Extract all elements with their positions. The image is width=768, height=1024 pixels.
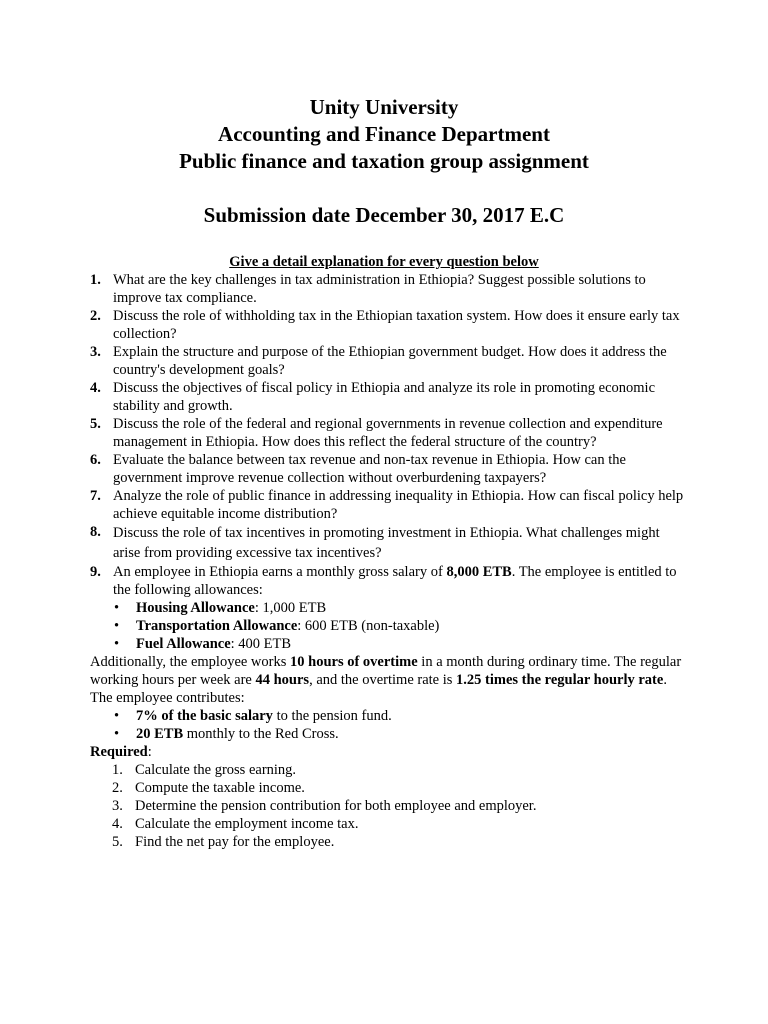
question-text: Explain the structure and purpose of the Ethiopian government budget. How does it address the country's development goals?: [113, 344, 667, 378]
question-text: Discuss the role of withholding tax in the Ethiopian taxation system. How does it ensure early tax collection?: [113, 308, 680, 342]
contribution-amount: 7% of the basic salary: [136, 708, 273, 724]
allowance-item: [114, 635, 690, 653]
question-number: 3.: [90, 344, 101, 360]
overtime-text: in a month during ordinary time. The regular working hours per week are: [90, 654, 682, 688]
overtime-rate: 1.25 times the regular hourly rate: [456, 672, 664, 688]
contribution-text: to the pension fund.: [272, 708, 392, 724]
overtime-paragraph: [90, 653, 690, 689]
allowance-item: [114, 617, 690, 635]
required-list: [90, 761, 690, 851]
question-item: [90, 343, 690, 379]
header-spacer: [0, 175, 768, 202]
contribution-intro: The employee contributes:: [90, 690, 245, 706]
bullet-icon: •: [114, 618, 120, 634]
overtime-text: Additionally, the employee works: [90, 654, 291, 670]
contribution-amount: 20 ETB: [136, 726, 184, 742]
required-text: Determine the pension contribution for both employee and employer.: [135, 798, 537, 814]
submission-date: Submission date December 30, 2017 E.C: [203, 203, 565, 227]
university-name: Unity University: [309, 95, 459, 119]
question-number: 2.: [90, 308, 101, 324]
overtime-text: , and the overtime rate is: [309, 672, 457, 688]
department-name: Accounting and Finance Department: [218, 122, 550, 146]
required-text: Find the net pay for the employee.: [135, 834, 335, 850]
required-number: 3.: [112, 798, 123, 814]
overtime-text: .: [663, 672, 667, 688]
bullet-icon: •: [114, 600, 120, 616]
question-text: Discuss the role of the federal and regional governments in revenue collection and expenditure management in Ethiopia. How does this reflect the federal structure of the country?: [113, 416, 663, 450]
q9-text: An employee in Ethiopia earns a monthly gross salary of: [113, 564, 447, 580]
assignment-title: Public finance and taxation group assignment: [179, 149, 589, 173]
question-text: Analyze the role of public finance in addressing inequality in Ethiopia. How can fiscal policy help achieve equitable income distribution?: [113, 488, 684, 522]
required-colon: :: [147, 744, 152, 760]
required-item: [112, 761, 690, 779]
q9-intro: [113, 564, 677, 598]
gross-salary: 8,000 ETB: [446, 564, 512, 580]
question-item-9: [90, 563, 690, 599]
required-label: Required: [90, 744, 148, 760]
question-item: [90, 307, 690, 343]
required-number: 4.: [112, 816, 123, 832]
bullet-icon: •: [114, 708, 120, 724]
overtime-hours: 10 hours of overtime: [290, 654, 418, 670]
required-number: 1.: [112, 762, 123, 778]
required-item: [112, 797, 690, 815]
contribution-list: [90, 707, 690, 743]
allowance-value: : 400 ETB: [230, 636, 292, 652]
question-item: [90, 451, 690, 487]
allowance-label: Fuel Allowance: [136, 636, 231, 652]
required-text: Compute the taxable income.: [135, 780, 305, 796]
contribution-item: [114, 725, 690, 743]
question-number: 4.: [90, 380, 101, 396]
required-number: 2.: [112, 780, 123, 796]
allowance-list: [90, 599, 690, 653]
question-number: 9.: [90, 564, 101, 580]
allowance-label: Transportation Allowance: [136, 618, 298, 634]
required-text: Calculate the employment income tax.: [135, 816, 359, 832]
bullet-icon: •: [114, 636, 120, 652]
question-list: [90, 271, 690, 599]
allowance-label: Housing Allowance: [136, 600, 255, 616]
question-text: Discuss the objectives of fiscal policy in Ethiopia and analyze its role in promoting economic stability and growth.: [113, 380, 656, 414]
required-item: [112, 815, 690, 833]
document-body: [90, 253, 690, 851]
question-number: 5.: [90, 416, 101, 432]
contribution-item: [114, 707, 690, 725]
question-item: [90, 487, 690, 523]
allowance-item: [114, 599, 690, 617]
question-text: What are the key challenges in tax administration in Ethiopia? Suggest possible solutions to improve tax compliance.: [113, 272, 646, 306]
weekly-hours: 44 hours: [255, 672, 310, 688]
document-header: [0, 94, 768, 229]
required-item: [112, 833, 690, 851]
bullet-icon: •: [114, 726, 120, 742]
instruction-heading: Give a detail explanation for every question below: [229, 254, 539, 270]
question-number: 6.: [90, 452, 101, 468]
question-item: [90, 271, 690, 307]
question-item: [90, 415, 690, 451]
required-item: [112, 779, 690, 797]
q9-text: . The employee is entitled to the following allowances:: [113, 564, 677, 598]
required-heading: [90, 743, 690, 761]
question-number: 8.: [90, 524, 101, 540]
question-number: 7.: [90, 488, 101, 504]
allowance-value: : 1,000 ETB: [254, 600, 327, 616]
question-item: [90, 379, 690, 415]
question-number: 1.: [90, 272, 101, 288]
required-number: 5.: [112, 834, 123, 850]
question-text: Discuss the role of tax incentives in promoting investment in Ethiopia. What challenges might arise from providing excessive tax incentives?: [113, 525, 660, 561]
contribution-text: monthly to the Red Cross.: [183, 726, 339, 742]
allowance-value: : 600 ETB (non-taxable): [297, 618, 440, 634]
question-item: [90, 523, 690, 563]
required-text: Calculate the gross earning.: [135, 762, 297, 778]
question-text: Evaluate the balance between tax revenue and non-tax revenue in Ethiopia. How can the government improve revenue collection without overburdening taxpayers?: [113, 452, 626, 486]
